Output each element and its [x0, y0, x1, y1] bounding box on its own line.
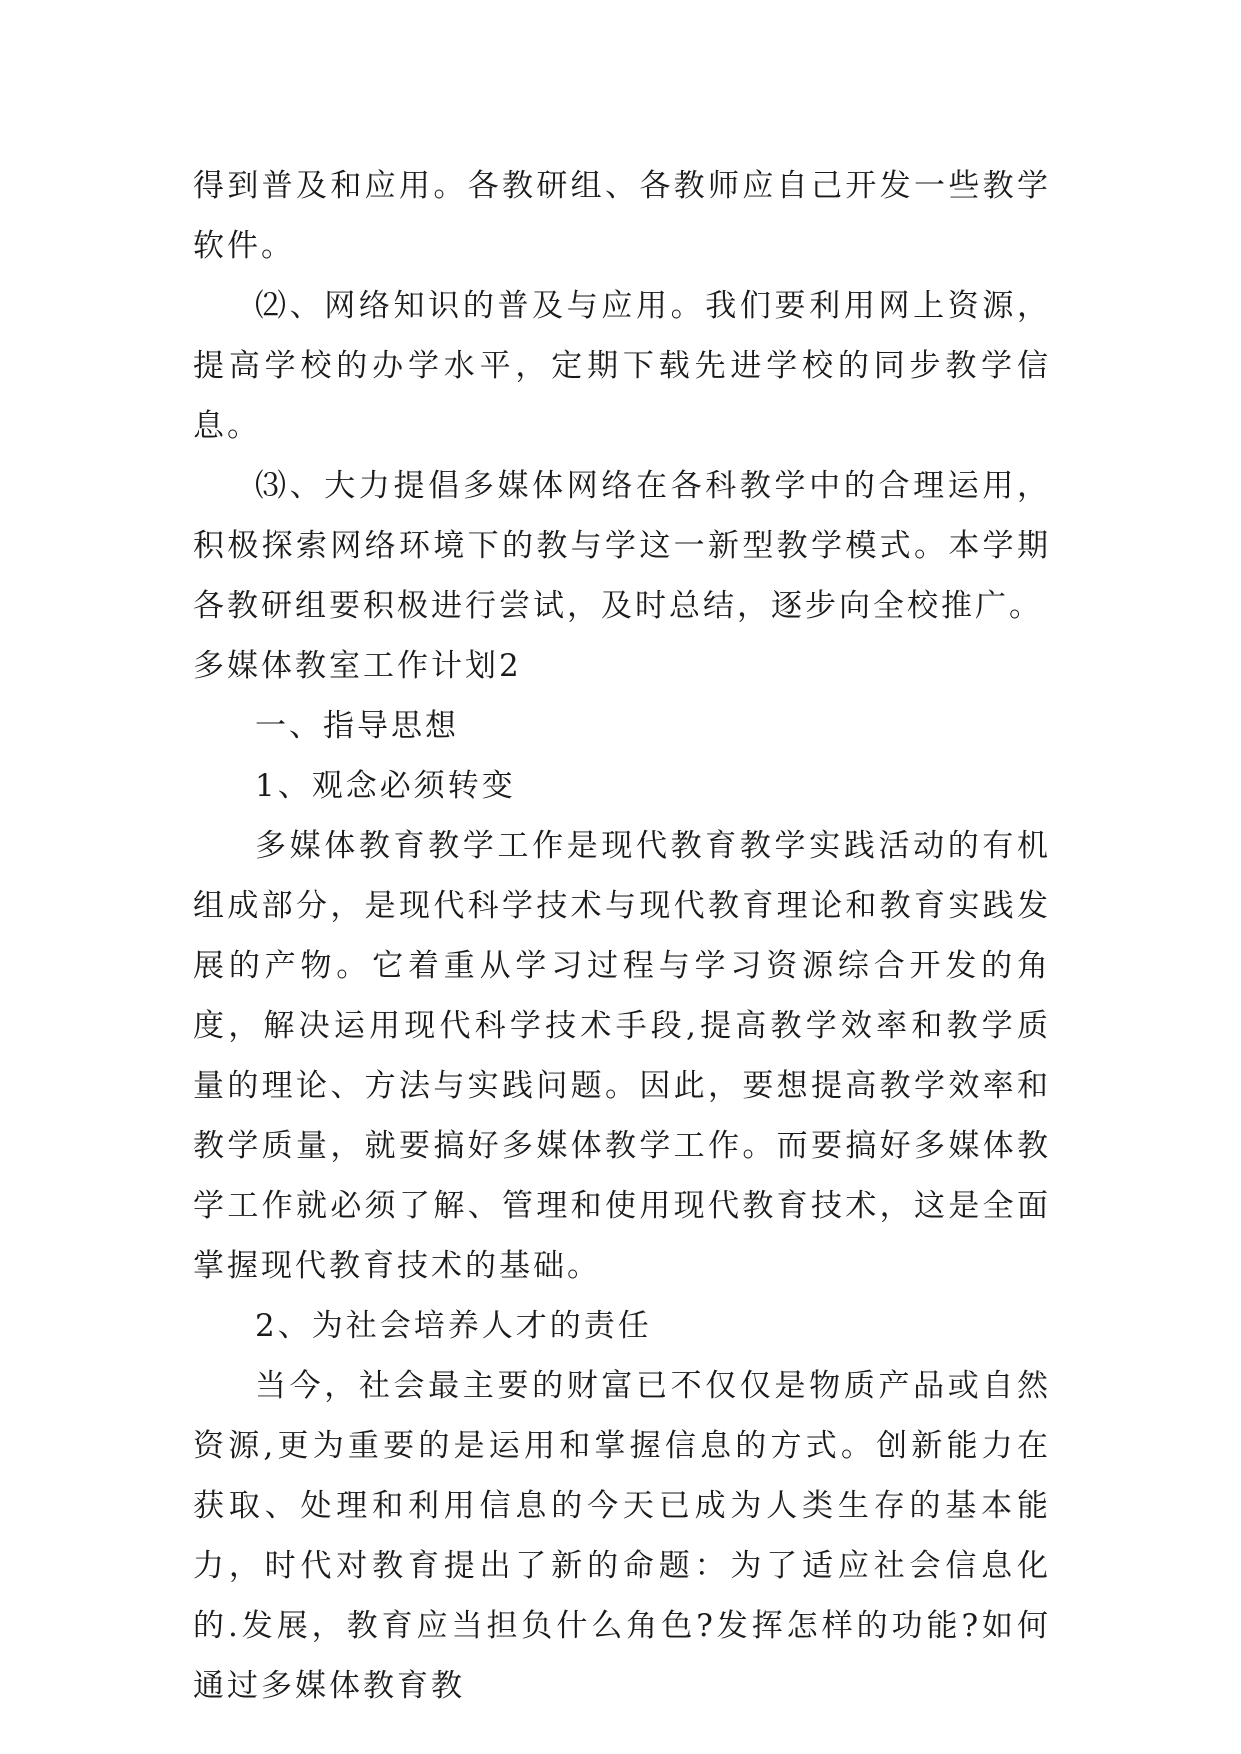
paragraph-item-2: ⑵、网络知识的普及与应用。我们要利用网上资源，提高学校的办学水平，定期下载先进学校的同步教学信息。 [193, 288, 1051, 444]
heading-guiding-thought: 一、指导思想 [255, 708, 459, 744]
paragraph-information-society: 当今，社会最主要的财富已不仅仅是物质产品或自然资源,更为重要的是运用和掌握信息的方式。创新能力在获取、处理和利用信息的今天已成为人类生存的基本能力，时代对教育提出了新的命题：为了适应社会信息化的.发展，教育应当担负什么角色?发挥怎样的功能?如何通过多媒体教育教 [193, 1368, 1051, 1704]
paragraph-item-3: ⑶、大力提倡多媒体网络在各科教学中的合理运用，积极探索网络环境下的教与学这一新型教学模式。本学期各教研组要积极进行尝试，及时总结，逐步向全校推广。 [193, 468, 1051, 624]
subheading-social-responsibility: 2、为社会培养人才的责任 [255, 1308, 652, 1344]
document-body [193, 156, 1051, 1716]
subheading-concept-change: 1、观念必须转变 [255, 768, 516, 804]
paragraph-continuation: 得到普及和应用。各教研组、各教师应自己开发一些教学软件。 [193, 168, 1051, 264]
paragraph-multimedia-education: 多媒体教育教学工作是现代教育教学实践活动的有机组成部分，是现代科学技术与现代教育理论和教育实践发展的产物。它着重从学习过程与学习资源综合开发的角度，解决运用现代科学技术手段,提高教学效率和教学质量的理论、方法与实践问题。因此，要想提高教学效率和教学质量，就要搞好多媒体教学工作。而要搞好多媒体教学工作就必须了解、管理和使用现代教育技术，这是全面掌握现代教育技术的基础。 [193, 828, 1051, 1284]
section-title: 多媒体教室工作计划2 [193, 648, 522, 684]
